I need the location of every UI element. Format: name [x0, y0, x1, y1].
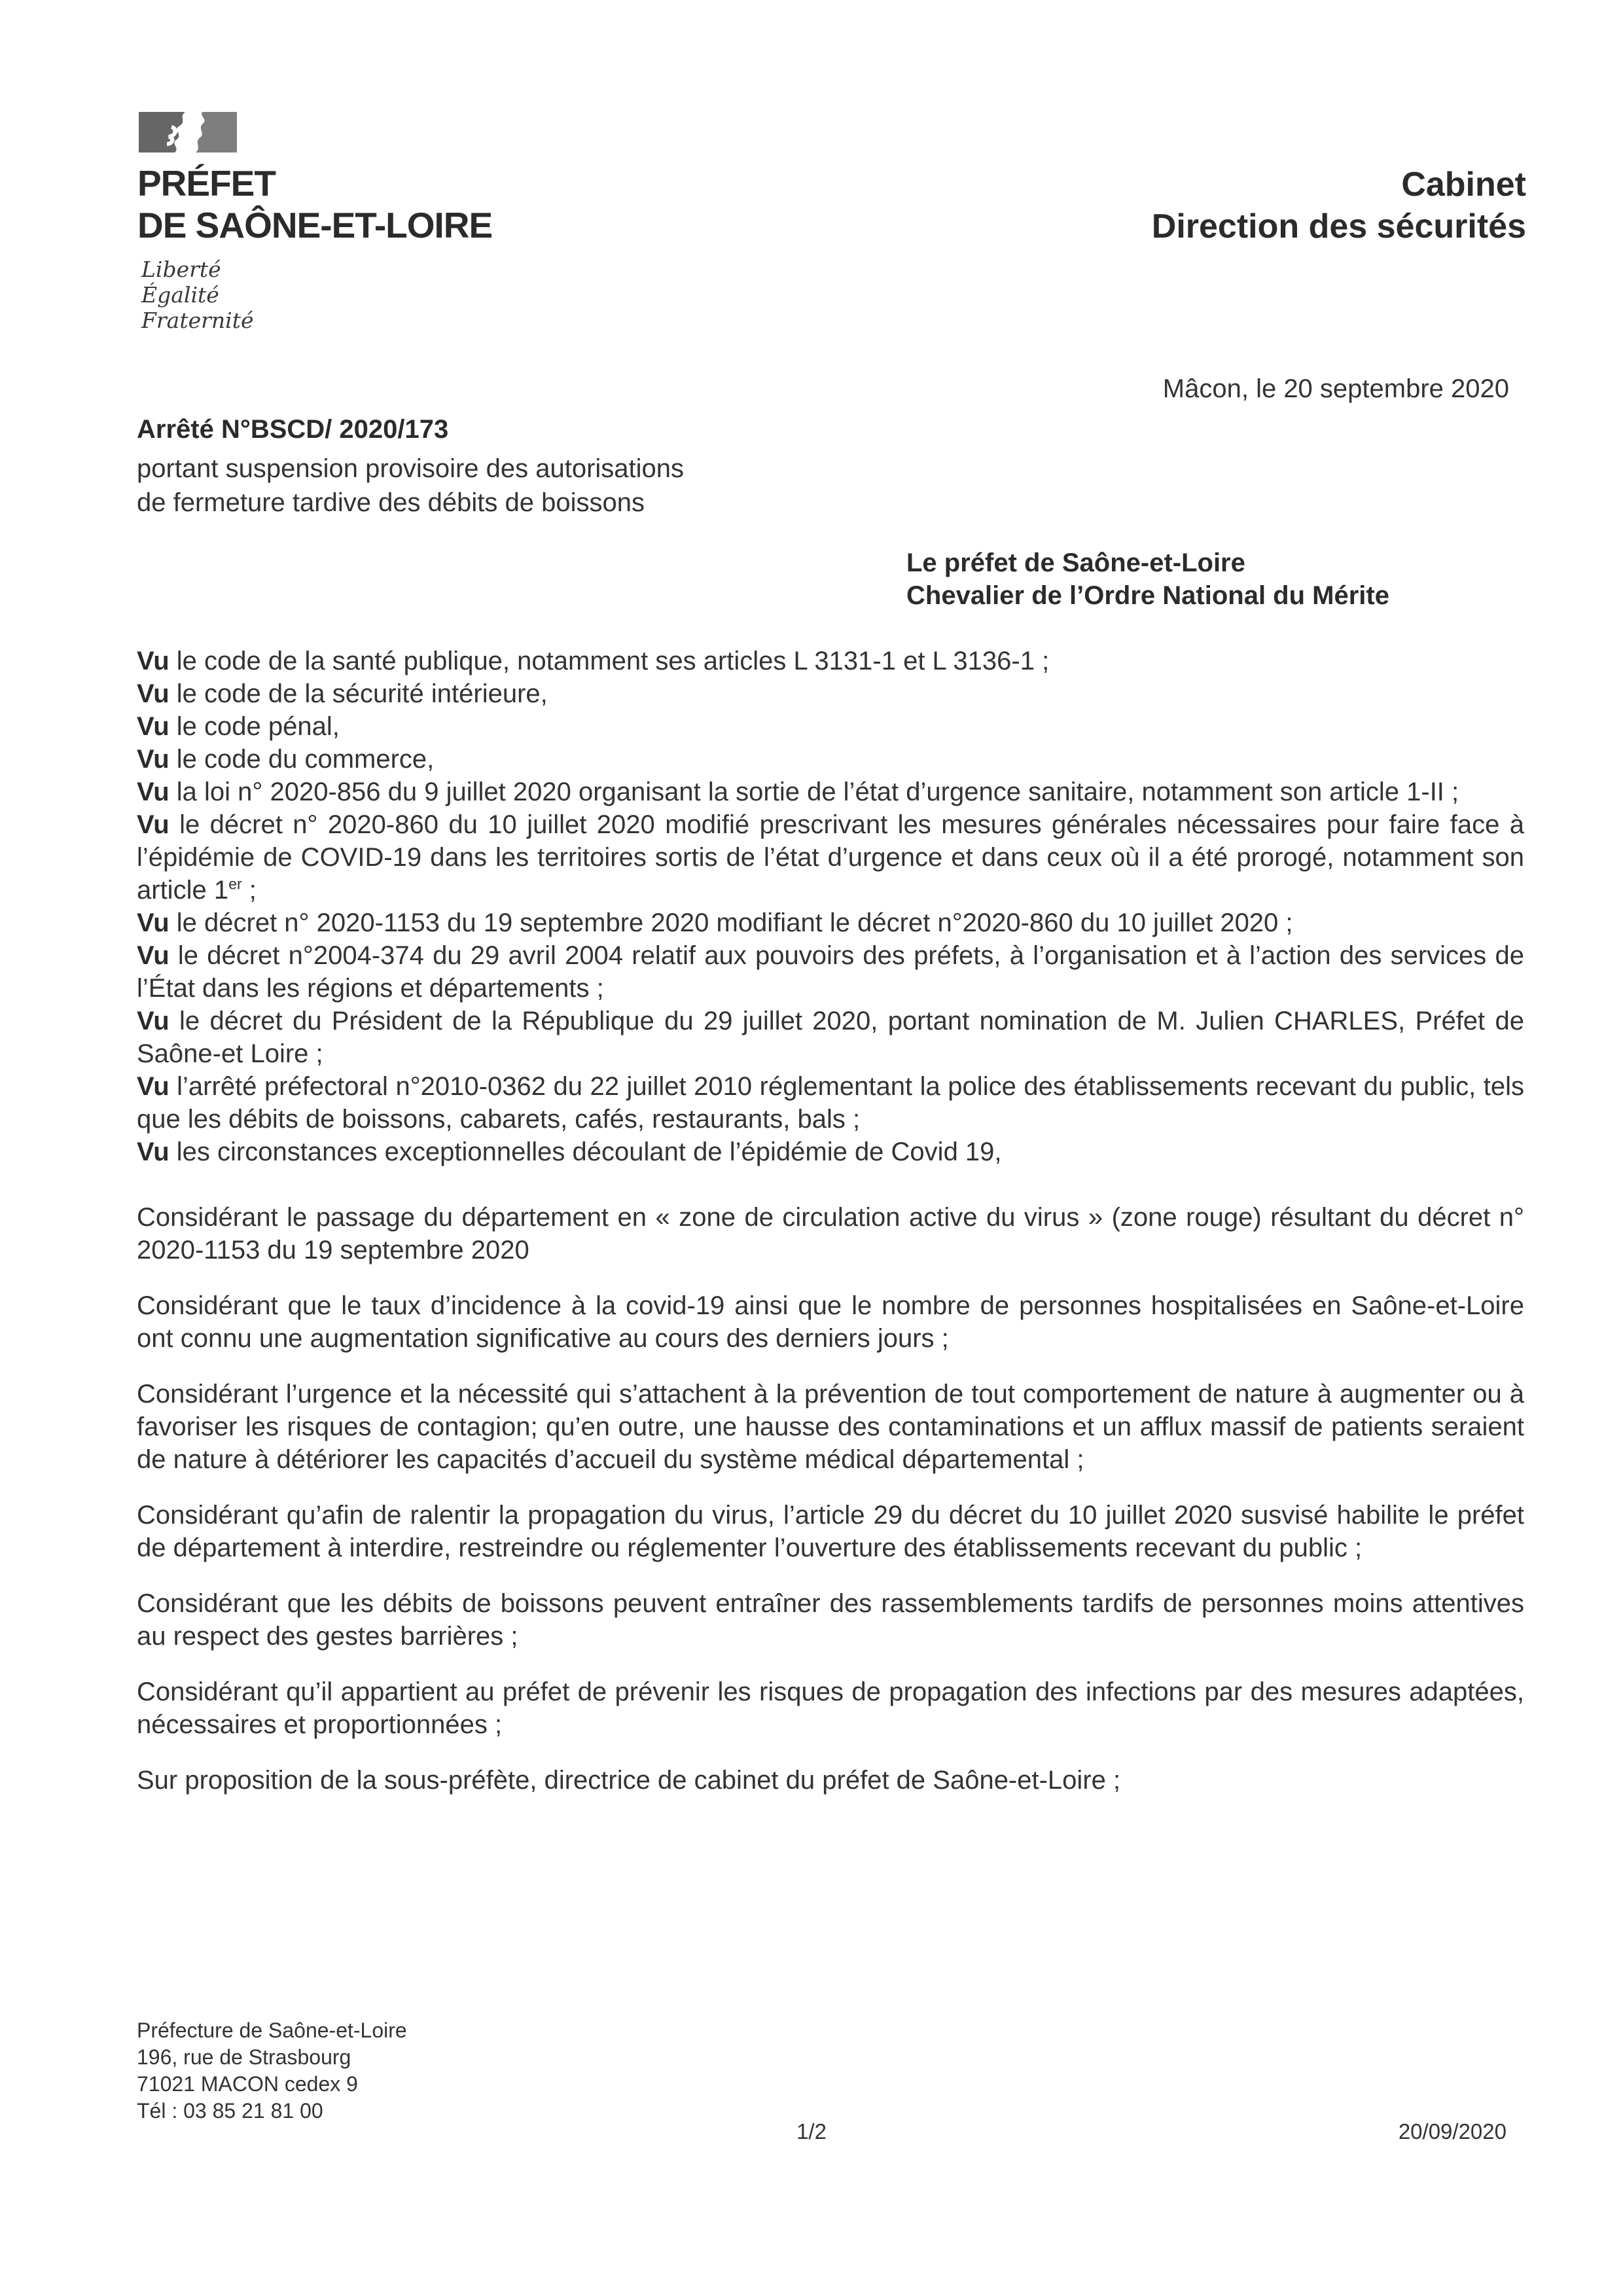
- visa-item: [137, 939, 1524, 1005]
- visa-item: [137, 645, 1524, 677]
- authority-line1: Le préfet de Saône-et-Loire: [906, 548, 1245, 577]
- issuing-service: [1152, 164, 1526, 247]
- visa-text: l’arrêté préfectoral n°2010-0362 du 22 juillet 2010 réglementant la police des établissements recevant du public, tels que les débits de boissons, cabarets, cafés, restaurants, bals ;: [137, 1072, 1524, 1134]
- visa-text: le décret n° 2020-1153 du 19 septembre 2020 modifiant le décret n°2020-860 du 10 juillet 2020 ;: [176, 908, 1293, 937]
- visa-lead: Vu: [137, 647, 169, 675]
- considerant-paragraph: Considérant l’urgence et la nécessité qui s’attachent à la prévention de tout comportement de nature à augmenter ou à favoriser les risques de contagion; qu’en outre, une hausse des contaminations et un afflux massif de patients seraient de nature à détériorer les capacités d’accueil du système médical départemental ;: [137, 1380, 1524, 1474]
- visa-lead: Vu: [137, 810, 169, 839]
- footer-address-line1: Préfecture de Saône-et-Loire: [137, 2018, 407, 2042]
- page-number: 1/2: [796, 2119, 827, 2144]
- authority-title: [906, 547, 1389, 612]
- visa-text: le code de la sécurité intérieure,: [176, 679, 548, 708]
- footer-address-line4: Tél : 03 85 21 81 00: [137, 2099, 323, 2123]
- visa-item: [137, 1070, 1524, 1136]
- considerant-paragraph: Considérant le passage du département en « zone de circulation active du virus » (zone rouge) résultant du décret n° 2020-1153 du 19 septembre 2020: [137, 1203, 1524, 1265]
- visa-text: la loi n° 2020-856 du 9 juillet 2020 organisant la sortie de l’état d’urgence sanitaire, notamment son article 1-II ;: [176, 778, 1459, 806]
- visa-text: le décret n° 2020-860 du 10 juillet 2020 modifié prescrivant les mesures générales nécessaires pour faire face à l’épidémie de COVID-19 dans les territoires sortis de l’état d’urgence et dans ceux où il a été prorogé, notamment son article 1: [137, 810, 1524, 905]
- agency-name: [137, 162, 492, 246]
- decree-subject-line2: de fermeture tardive des débits de boissons: [137, 488, 645, 517]
- authority-line2: Chevalier de l’Ordre National du Mérite: [906, 581, 1389, 610]
- visa-item: [137, 677, 1524, 710]
- visa-lead: Vu: [137, 941, 169, 970]
- visa-text: le code de la santé publique, notamment ses articles L 3131-1 et L 3136-1 ;: [176, 647, 1050, 675]
- place-date-line: Mâcon, le 20 septembre 2020: [1162, 374, 1509, 403]
- service-direction: Direction des sécurités: [1151, 207, 1526, 245]
- visa-text: le décret du Président de la République du 29 juillet 2020, portant nomination de M. Julien CHARLES, Préfet de Saône-et Loire ;: [137, 1007, 1524, 1068]
- visa-item: [137, 1005, 1524, 1070]
- decree-number: Arrêté N°BSCD/ 2020/173: [137, 415, 449, 444]
- decree-body: [137, 645, 1524, 1797]
- visa-item: [137, 776, 1524, 808]
- footer-address-line2: 196, rue de Strasbourg: [137, 2045, 351, 2069]
- republic-motto: [141, 257, 254, 333]
- agency-name-line1: PRÉFET: [137, 163, 276, 204]
- visa-lead: Vu: [137, 1007, 169, 1035]
- considerant-paragraph: Considérant qu’il appartient au préfet de prévenir les risques de propagation des infections par des mesures adaptées, nécessaires et proportionnées ;: [137, 1677, 1524, 1739]
- visa-lead: Vu: [137, 1072, 169, 1101]
- footer-date-stamp: 20/09/2020: [1398, 2119, 1507, 2144]
- visa-text: le décret n°2004-374 du 29 avril 2004 relatif aux pouvoirs des préfets, à l’organisation et à l’action des services de l’État dans les régions et départements ;: [137, 941, 1524, 1003]
- visa-item: [137, 808, 1524, 906]
- visa-lead: Vu: [137, 778, 169, 806]
- footer-address-line3: 71021 MACON cedex 9: [137, 2072, 358, 2096]
- footer-address: [137, 2017, 407, 2125]
- visa-tail: ;: [241, 876, 257, 905]
- motto-liberte: Liberté: [141, 257, 221, 282]
- service-cabinet: Cabinet: [1401, 166, 1526, 204]
- visa-text: les circonstances exceptionnelles découlant de l’épidémie de Covid 19,: [176, 1138, 1002, 1166]
- marianne-logo-image: [139, 111, 238, 153]
- visa-lead: Vu: [137, 745, 169, 774]
- motto-egalite: Égalité: [141, 282, 219, 308]
- visa-item: [137, 710, 1524, 743]
- visa-lead: Vu: [137, 712, 169, 741]
- visa-sup: er: [228, 875, 242, 893]
- considerant-paragraph: Considérant que les débits de boissons peuvent entraîner des rassemblements tardifs de personnes moins attentives au respect des gestes barrières ;: [137, 1589, 1524, 1651]
- decree-subject: [137, 412, 684, 520]
- marianne-logo: [139, 111, 238, 156]
- visa-text: le code pénal,: [176, 712, 340, 741]
- visa-item: [137, 1136, 1524, 1168]
- motto-fraternite: Fraternité: [141, 308, 254, 333]
- considerant-paragraph: Considérant que le taux d’incidence à la covid-19 ainsi que le nombre de personnes hospitalisées en Saône-et-Loire ont connu une augmentation significative au cours des derniers jours ;: [137, 1291, 1524, 1353]
- decree-subject-line1: portant suspension provisoire des autorisations: [137, 454, 685, 483]
- visa-text: le code du commerce,: [176, 745, 435, 774]
- agency-name-line2: DE SAÔNE-ET-LOIRE: [137, 205, 493, 245]
- visa-item: [137, 743, 1524, 776]
- visa-lead: Vu: [137, 908, 169, 937]
- visa-lead: Vu: [137, 679, 169, 708]
- considerant-paragraph: Considérant qu’afin de ralentir la propagation du virus, l’article 29 du décret du 10 juillet 2020 susvisé habilite le préfet de département à interdire, restreindre ou réglementer l’ouverture des établissements recevant du public ;: [137, 1501, 1524, 1562]
- proposition-paragraph: Sur proposition de la sous-préfète, directrice de cabinet du préfet de Saône-et-Loire ;: [137, 1766, 1121, 1795]
- visa-item: [137, 906, 1524, 939]
- visa-lead: Vu: [137, 1138, 169, 1166]
